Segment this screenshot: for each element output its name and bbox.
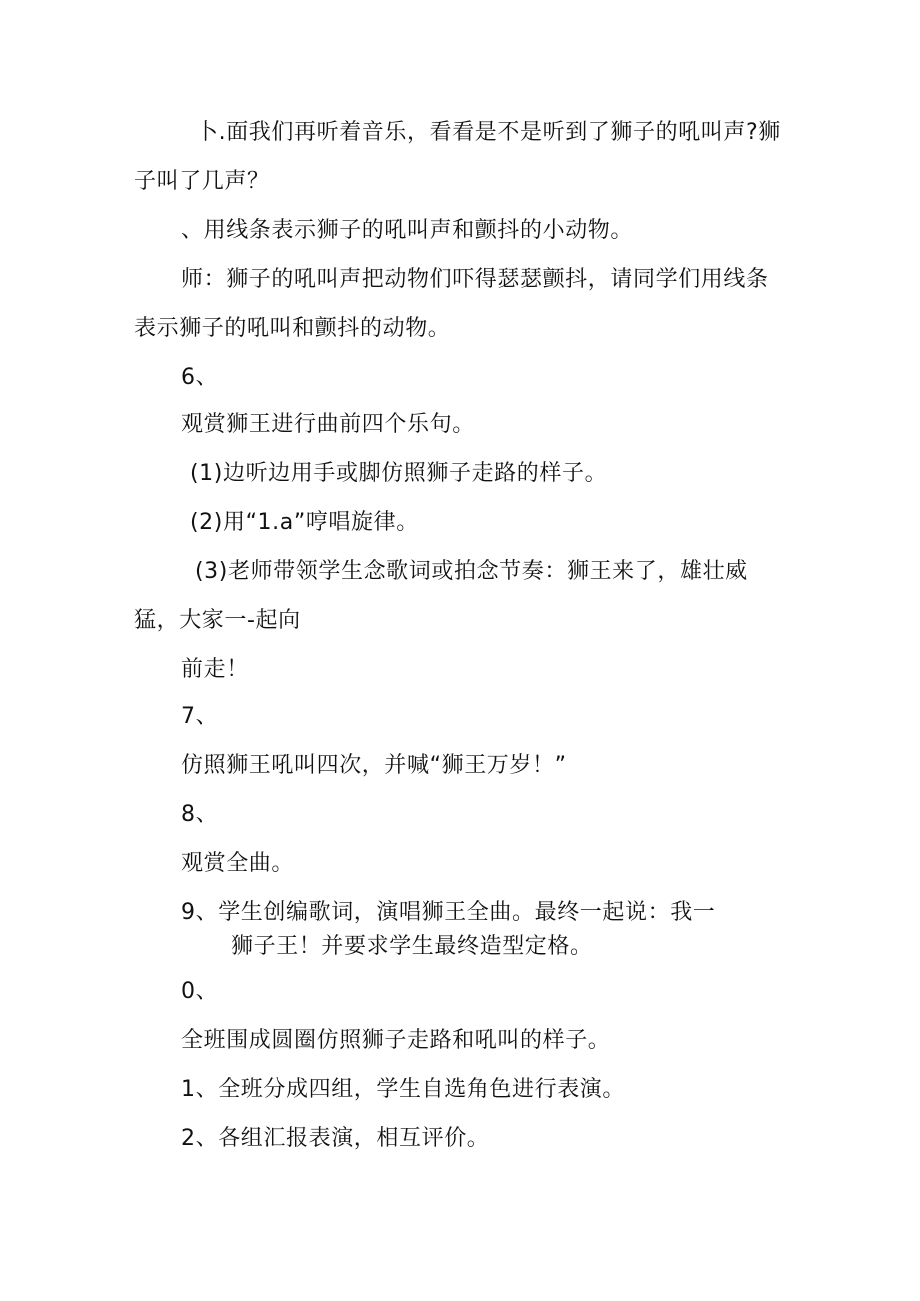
paragraph-line: 观赏狮王进行曲前四个乐句。 — [181, 412, 475, 437]
paragraph-line: 狮子王！并要求学生最终造型定格。 — [231, 934, 593, 959]
paragraph-line: 观赏全曲。 — [181, 851, 295, 876]
paragraph-line: 、用线条表示狮子的吼叫声和颤抖的小动物。 — [181, 218, 634, 243]
paragraph-line: 卜.面我们再听着音乐，看看是不是听到了狮子的吼叫声?狮 — [196, 120, 781, 145]
paragraph-line: 2、各组汇报表演，相互评价。 — [181, 1126, 490, 1151]
sub-item: (3)老师带领学生念歌词或拍念节奏：狮王来了，雄壮威 — [195, 559, 748, 584]
sub-item: (2)用“1.a”哼唱旋律。 — [190, 510, 419, 535]
paragraph-line: 表示狮子的吼叫和颤抖的动物。 — [134, 316, 451, 341]
paragraph-line: 9、学生创编歌词，演唱狮王全曲。最终一起说：我一 — [181, 900, 716, 925]
list-number: 0、 — [181, 979, 219, 1004]
paragraph-line: 仿照狮王吼叫四次，并喊“狮王万岁！” — [181, 753, 567, 778]
list-number: 8、 — [181, 802, 219, 827]
list-number: 7、 — [181, 704, 219, 729]
sub-item: (1)边听边用手或脚仿照狮子走路的样子。 — [190, 461, 608, 486]
paragraph-line: 全班围成圆圈仿照狮子走路和吼叫的样子。 — [181, 1028, 611, 1053]
paragraph-line: 子叫了几声？ — [134, 169, 270, 194]
paragraph-line: 1、全班分成四组，学生自选角色进行表演。 — [181, 1077, 625, 1102]
list-number: 6、 — [181, 365, 219, 390]
paragraph-line: 师：狮子的吼叫声把动物们吓得瑟瑟颤抖，请同学们用线条 — [181, 267, 769, 292]
paragraph-line: 猛，大家一-起向 — [134, 608, 301, 633]
paragraph-line: 前走！ — [181, 657, 249, 682]
